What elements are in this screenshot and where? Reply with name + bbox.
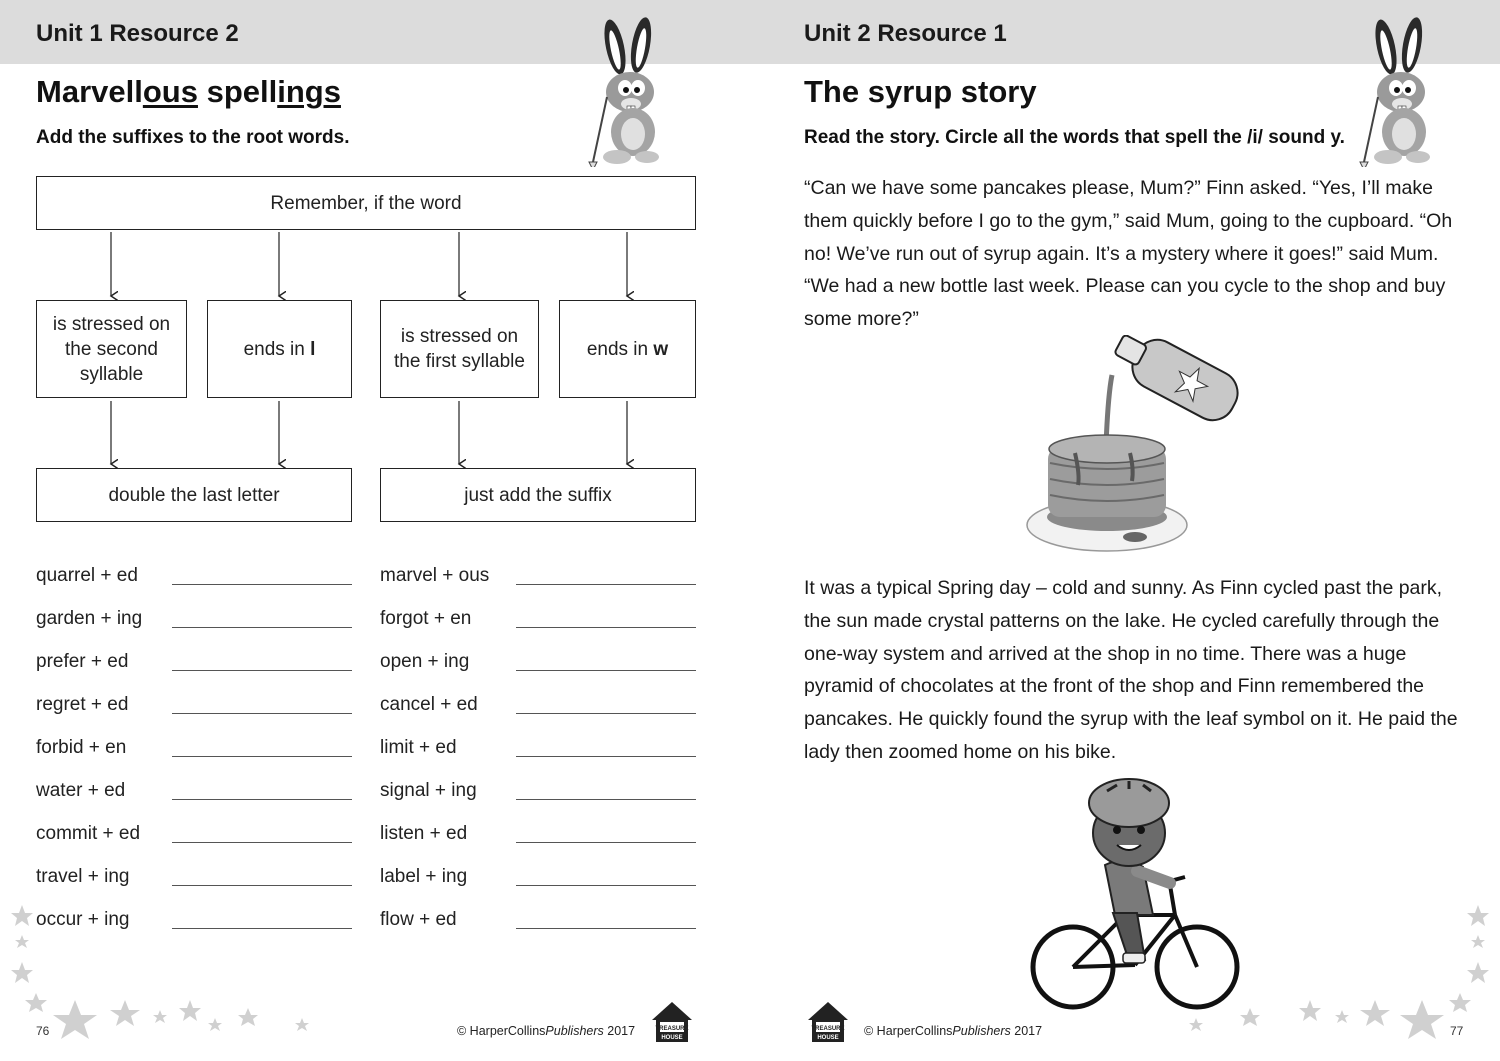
exercise-word: listen + ed <box>380 823 468 844</box>
answer-line[interactable] <box>516 799 696 800</box>
exercise-word: forbid + en <box>36 737 127 758</box>
rule-box-double-letter: double the last letter <box>36 468 352 522</box>
exercise-word: flow + ed <box>380 909 457 930</box>
answer-line[interactable] <box>516 885 696 886</box>
page-number: 77 <box>1450 1024 1464 1038</box>
answer-line[interactable] <box>516 756 696 757</box>
exercise-word: garden + ing <box>36 608 143 629</box>
stars-decoration-icon <box>0 900 340 1050</box>
page-title: Marvellous spellings <box>36 74 341 109</box>
copyright-text: © HarperCollinsPublishers 2017 <box>864 1024 1043 1038</box>
syrup-pancakes-illustration-icon <box>1020 335 1250 560</box>
rule-top-box: Remember, if the word <box>36 176 696 230</box>
treasure-house-logo-icon <box>804 998 852 1044</box>
rule-box-second-syllable: is stressed on the second syllable <box>36 300 187 398</box>
treasure-house-logo-icon <box>648 998 696 1044</box>
page-title: The syrup story <box>804 74 1037 109</box>
answer-line[interactable] <box>516 842 696 843</box>
exercise-word: regret + ed <box>36 694 129 715</box>
answer-line[interactable] <box>172 713 352 714</box>
exercise-word: quarrel + ed <box>36 565 138 586</box>
right-page <box>750 0 1500 1061</box>
answer-line[interactable] <box>172 799 352 800</box>
exercise-word: occur + ing <box>36 909 130 930</box>
rule-box-first-syllable: is stressed on the first syllable <box>380 300 539 398</box>
rule-box-ends-in-w: ends in w <box>559 300 696 398</box>
exercise-word: prefer + ed <box>36 651 129 672</box>
story-paragraph-2: It was a typical Spring day – cold and sunny. As Finn cycled past the park, the sun made crystal patterns on the lake. He cycled carefully through the one-way system and arrived at the shop in no time. There was a huge pyramid of chocolates at the front of the shop and Finn remembered the pancakes. He quickly found the syrup with the leaf symbol on it. He paid the lady then zoomed home on his bike. <box>804 577 1458 763</box>
exercise-word: label + ing <box>380 866 468 887</box>
page-number: 76 <box>36 1024 50 1038</box>
answer-line[interactable] <box>516 713 696 714</box>
answer-line[interactable] <box>172 584 352 585</box>
instruction-text: Read the story. Circle all the words that spell the /i/ sound y. <box>804 127 1345 148</box>
svg-text:HOUSE: HOUSE <box>817 1035 839 1041</box>
svg-text:HOUSE: HOUSE <box>661 1035 683 1041</box>
unit-heading: Unit 2 Resource 1 <box>804 20 1007 47</box>
exercise-word: open + ing <box>380 651 470 672</box>
answer-line[interactable] <box>516 928 696 929</box>
exercise-word: commit + ed <box>36 823 141 844</box>
answer-line[interactable] <box>516 627 696 628</box>
answer-line[interactable] <box>516 584 696 585</box>
rabbit-mascot-icon <box>1346 12 1446 167</box>
answer-line[interactable] <box>516 670 696 671</box>
svg-text:TREASURE: TREASURE <box>655 1026 689 1032</box>
story-paragraph-1: “Can we have some pancakes please, Mum?” Finn asked. “Yes, I’ll make them quickly before I go to the gym,” said Mum, going to the cupboard. “Oh no! We’ve run out of syrup again. It’s a mystery where it goes!” said Mum. “We had a new bottle last week. Please can you cycle to the shop and buy some more?” <box>804 177 1453 331</box>
exercise-word: water + ed <box>36 780 126 801</box>
answer-line[interactable] <box>172 670 352 671</box>
suffix-rules-diagram <box>0 0 750 540</box>
answer-line[interactable] <box>172 885 352 886</box>
answer-line[interactable] <box>172 756 352 757</box>
exercise-word: limit + ed <box>380 737 457 758</box>
answer-line[interactable] <box>172 842 352 843</box>
exercise-word: signal + ing <box>380 780 477 801</box>
rule-box-just-add: just add the suffix <box>380 468 696 522</box>
svg-text:TREASURE: TREASURE <box>811 1026 845 1032</box>
answer-line[interactable] <box>172 627 352 628</box>
stars-decoration-icon <box>1160 900 1500 1050</box>
exercise-word: marvel + ous <box>380 565 490 586</box>
diagram-arrows <box>0 0 750 540</box>
unit-heading: Unit 1 Resource 2 <box>36 20 239 47</box>
exercise-word: cancel + ed <box>380 694 478 715</box>
copyright-text: © HarperCollinsPublishers 2017 <box>457 1024 636 1038</box>
rule-box-ends-in-l: ends in l <box>207 300 352 398</box>
instruction-text: Add the suffixes to the root words. <box>36 127 350 148</box>
exercise-word: travel + ing <box>36 866 130 887</box>
exercise-word: forgot + en <box>380 608 472 629</box>
